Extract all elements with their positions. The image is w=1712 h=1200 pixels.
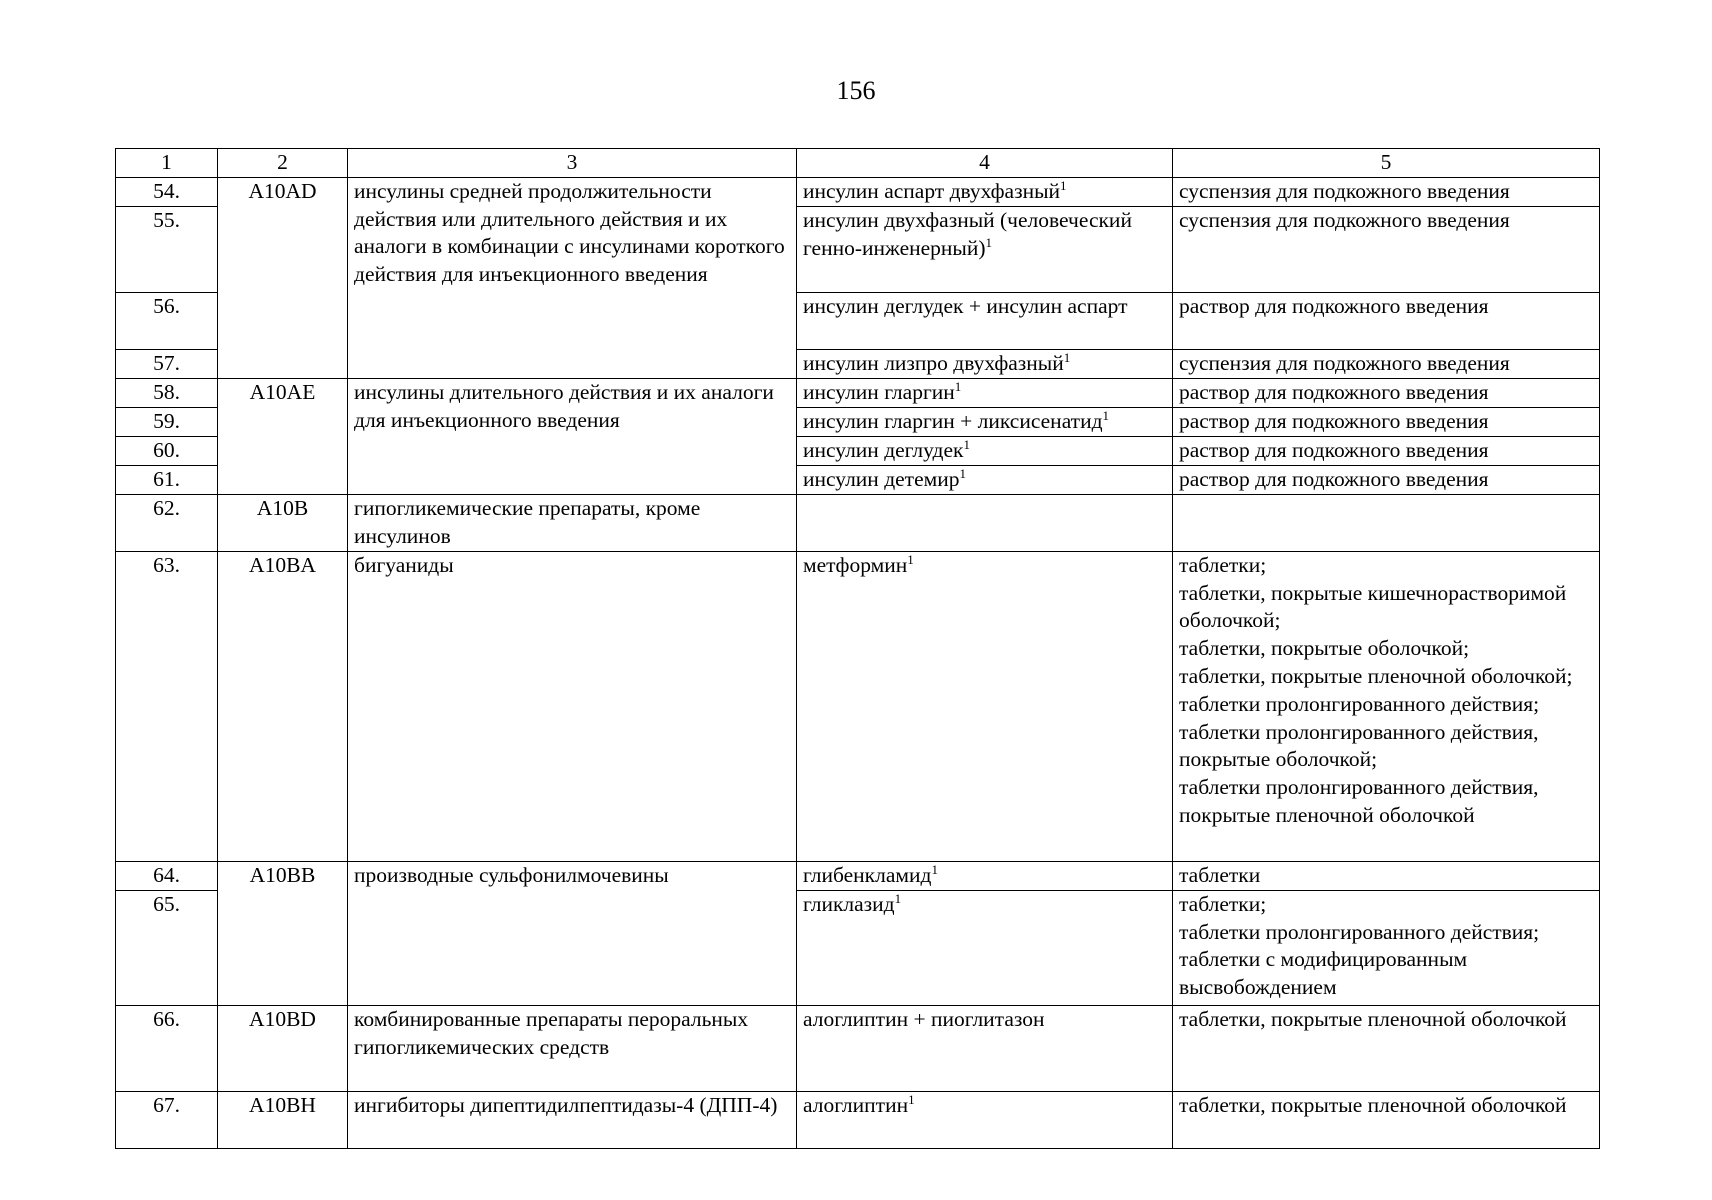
row-number: 66. [116,1005,218,1091]
dosage-forms [1173,436,1600,465]
footnote-mark: 1 [1060,177,1067,193]
footnote-mark: 1 [931,861,938,877]
table-header-row [116,149,1600,178]
drug-name [797,494,1173,551]
row-number: 54. [116,177,218,206]
drug-name-text: метформин [803,552,908,577]
atc-code: A10B [218,494,348,551]
dosage-form: таблетки пролонгированного действия, покрытые оболочкой; [1179,719,1539,772]
dosage-forms [1173,890,1600,1005]
table-row [116,861,1600,890]
drug-name-text: инсулин детемир [803,466,960,491]
row-number: 61. [116,465,218,494]
drug-name-text: инсулин лизпро двухфазный [803,350,1064,375]
table-row [116,378,1600,407]
drug-table [115,148,1600,1149]
drug-name [797,551,1173,861]
group-name: комбинированные препараты пероральных гипогликемических средств [348,1005,797,1091]
drug-name-text: инсулин гларгин [803,379,955,404]
dosage-forms [1173,378,1600,407]
atc-code: A10BB [218,861,348,1005]
column-header-4: 4 [797,149,1173,178]
atc-code: A10AE [218,378,348,494]
drug-name [797,861,1173,890]
footnote-mark: 1 [908,1091,915,1107]
drug-name [797,1091,1173,1148]
row-number: 65. [116,890,218,1005]
table-row [116,1005,1600,1091]
dosage-form: таблетки, покрытые пленочной оболочкой [1179,1092,1567,1117]
drug-name-text: инсулин двухфазный (человеческий генно-инженерный) [803,207,1132,260]
group-name: ингибиторы дипептидилпептидазы-4 (ДПП-4) [348,1091,797,1148]
drug-name [797,407,1173,436]
dosage-forms [1173,551,1600,861]
dosage-form: суспензия для подкожного введения [1179,350,1510,375]
row-number: 64. [116,861,218,890]
atc-code: A10BD [218,1005,348,1091]
drug-name [797,177,1173,206]
column-header-1: 1 [116,149,218,178]
dosage-forms [1173,292,1600,349]
drug-name [797,436,1173,465]
dosage-form: таблетки; [1179,552,1267,577]
group-name: инсулины длительного действия и их аналоги для инъекционного введения [348,378,797,494]
dosage-forms [1173,1005,1600,1091]
table-row [116,1091,1600,1148]
drug-name-text: алоглиптин + пиоглитазон [803,1006,1045,1031]
dosage-form: раствор для подкожного введения [1179,293,1489,318]
table-row [116,551,1600,861]
dosage-forms [1173,494,1600,551]
row-number: 58. [116,378,218,407]
drug-name [797,465,1173,494]
footnote-mark: 1 [907,551,914,567]
drug-name [797,378,1173,407]
group-name: инсулины средней продолжительности действия или длительного действия и их аналоги в комбинации с инсулинами короткого действия для инъекционного введения [348,177,797,378]
row-number: 56. [116,292,218,349]
footnote-mark: 1 [959,465,966,481]
drug-name-text: алоглиптин [803,1092,909,1117]
drug-name [797,1005,1173,1091]
table-row [116,494,1600,551]
dosage-form: таблетки пролонгированного действия; [1179,919,1540,944]
footnote-mark: 1 [954,378,962,394]
drug-name [797,890,1173,1005]
footnote-mark: 1 [1102,407,1110,423]
dosage-form: таблетки, покрытые пленочной оболочкой [1179,1006,1567,1031]
table-row [116,177,1600,206]
dosage-forms [1173,465,1600,494]
dosage-forms [1173,177,1600,206]
dosage-form: раствор для подкожного введения [1179,466,1489,491]
group-name: производные сульфонилмочевины [348,861,797,1005]
drug-name-text: гликлазид [803,891,895,916]
dosage-form: таблетки, покрытые пленочной оболочкой; [1179,663,1573,688]
row-number: 60. [116,436,218,465]
drug-name-text: инсулин гларгин + ликсисенатид [803,408,1103,433]
drug-name [797,349,1173,378]
row-number: 55. [116,206,218,292]
dosage-form: таблетки, покрытые оболочкой; [1179,636,1470,661]
drug-name [797,206,1173,292]
atc-code: A10BA [218,551,348,861]
dosage-forms [1173,407,1600,436]
drug-name-text: инсулин деглудек [803,437,964,462]
drug-name-text: инсулин деглудек + инсулин аспарт [803,293,1128,318]
column-header-3: 3 [348,149,797,178]
dosage-form: таблетки пролонгированного действия; [1179,691,1540,716]
page-number: 156 [836,76,876,105]
footnote-mark: 1 [985,234,993,250]
group-name: гипогликемические препараты, кроме инсулинов [348,494,797,551]
row-number: 62. [116,494,218,551]
group-name: бигуаниды [348,551,797,861]
atc-code: A10AD [218,177,348,378]
dosage-form: таблетки пролонгированного действия, покрытые пленочной оболочкой [1179,775,1539,827]
row-number: 67. [116,1091,218,1148]
dosage-form: таблетки; [1179,891,1267,916]
dosage-forms [1173,206,1600,292]
column-header-2: 2 [218,149,348,178]
dosage-form: таблетки с модифицированным высвобождением [1179,947,1468,1000]
dosage-form: раствор для подкожного введения [1179,379,1489,404]
dosage-form: суспензия для подкожного введения [1179,178,1510,203]
dosage-form: суспензия для подкожного введения [1179,207,1510,232]
drug-name-text: инсулин аспарт двухфазный [803,178,1061,203]
footnote-mark: 1 [963,436,970,452]
dosage-forms [1173,861,1600,890]
footnote-mark: 1 [1063,349,1071,365]
dosage-forms [1173,1091,1600,1148]
dosage-form: таблетки [1179,862,1261,887]
footnote-mark: 1 [894,890,902,906]
dosage-forms [1173,349,1600,378]
dosage-form: раствор для подкожного введения [1179,408,1489,433]
column-header-5: 5 [1173,149,1600,178]
atc-code: A10BH [218,1091,348,1148]
dosage-form: таблетки, покрытые кишечнорастворимой оболочкой; [1179,580,1567,633]
drug-name [797,292,1173,349]
row-number: 63. [116,551,218,861]
row-number: 59. [116,407,218,436]
row-number: 57. [116,349,218,378]
dosage-form: раствор для подкожного введения [1179,437,1489,462]
drug-name-text: глибенкламид [803,862,932,887]
